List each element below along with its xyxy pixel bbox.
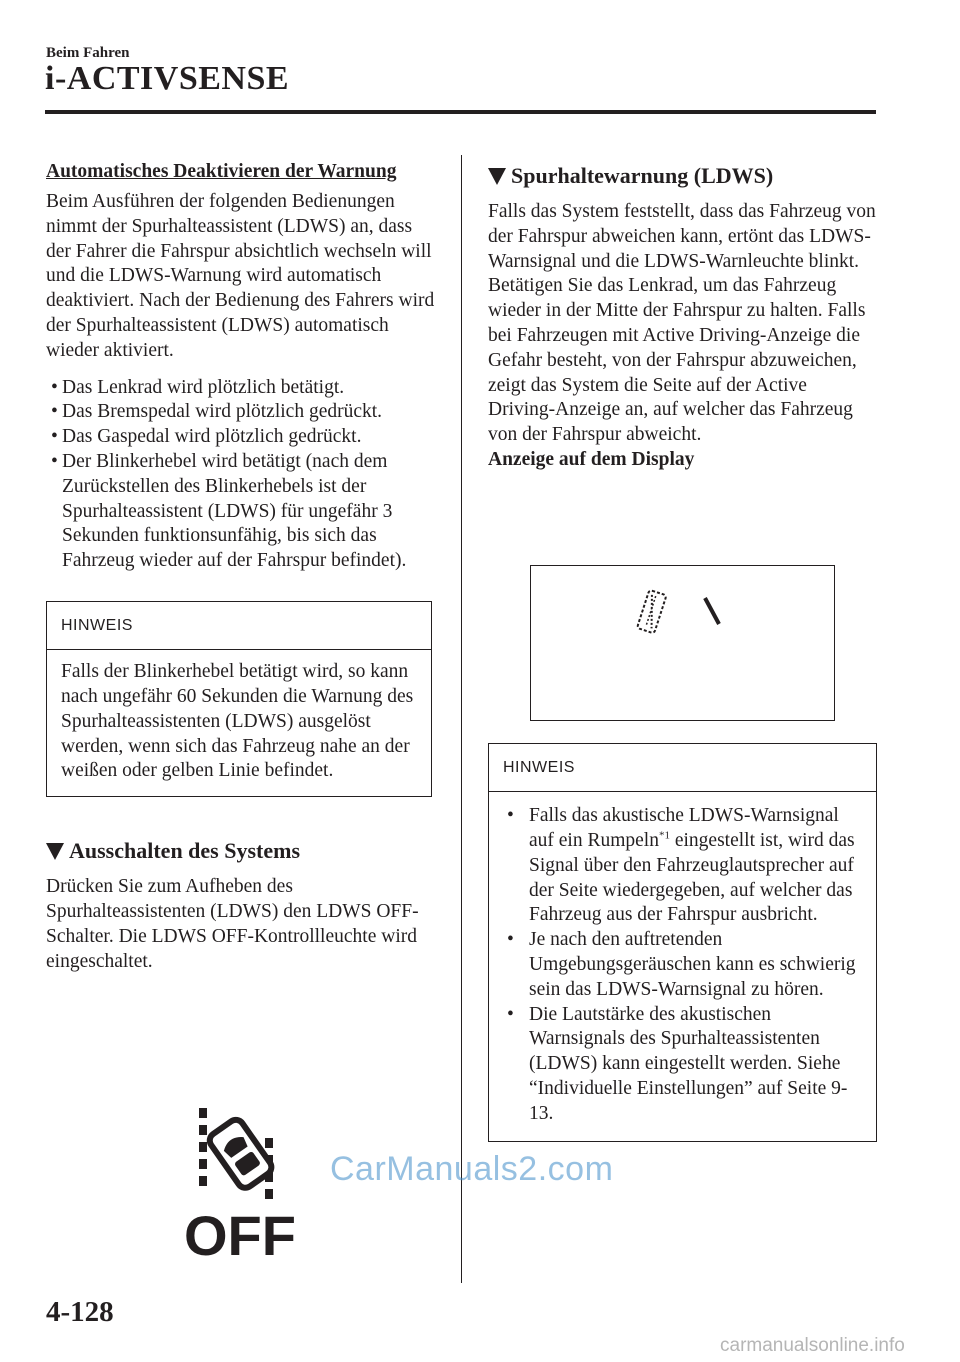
list-item: • Je nach den auftretenden Umgebungsgeräuschen kann es schwierig sein das LDWS-Warnsignal zu hören.: [507, 929, 856, 1000]
section-heading-switch-off: Ausschalten des Systems: [46, 837, 436, 865]
header-rule: [45, 110, 876, 114]
footnote-marker: *1: [658, 829, 670, 842]
page-title: i-ACTIVSENSE: [45, 60, 290, 97]
off-label: OFF: [184, 1204, 296, 1258]
source-watermark: carmanualsonline.info: [720, 1335, 905, 1356]
bullet-icon: •: [51, 426, 58, 448]
display-illustration: [530, 565, 835, 721]
lane-departure-display-icon: [531, 566, 834, 720]
list-item: • Das Lenkrad wird plötzlich betätigt.: [46, 376, 436, 401]
deactivation-list: [46, 376, 436, 574]
note-title: HINWEIS: [503, 759, 575, 776]
lane-warning-paragraph: Falls das System feststellt, dass das Fahrzeug von der Fahrspur abweichen kann, ertönt das LDWS-Warnsignal und die LDWS-Warnleuchte blinkt. Betätigen Sie das Lenkrad, um das Fahrzeug wieder in der Mitte der Fahrspur zu halten. Falls bei Fahrzeugen mit Active Driving-Anzeige die Gefahr besteht, von der Fahrspur abzuweichen, zeigt das System die Seite auf der Active Driving-Anzeige an, auf welcher das Fahrzeug von der Fahrspur abweicht.: [488, 201, 876, 446]
bullet-icon: •: [507, 805, 514, 827]
section-heading-lane-warning: Spurhaltewarnung (LDWS): [488, 162, 878, 190]
note-body: Falls der Blinkerhebel betätigt wird, so kann nach ungefähr 60 Sekunden die Warnung des Spurhalteassistenten (LDWS) ausgelöst werden, wenn sich das Fahrzeug nahe an der weißen oder gelben Linie befindet.: [61, 661, 414, 782]
bullet-icon: •: [507, 1003, 514, 1025]
list-item: • Das Gaspedal wird plötzlich gedrückt.: [46, 425, 436, 450]
bullet-icon: •: [51, 450, 58, 472]
subheading-auto-deactivate: Automatisches Deaktivieren der Warnung: [46, 161, 397, 182]
note-box-right: [488, 743, 877, 1142]
switch-off-paragraph: Drücken Sie zum Aufheben des Spurhalteassistenten (LDWS) den LDWS OFF-Schalter. Die LDWS OFF-Kontrollleuchte wird eingeschaltet.: [46, 876, 419, 972]
bullet-icon: •: [51, 401, 58, 423]
chapter-label: Beim Fahren: [46, 45, 130, 61]
column-divider: [461, 155, 462, 1283]
list-item: • Das Bremspedal wird plötzlich gedrückt.: [46, 400, 436, 425]
triangle-marker-icon: [46, 843, 64, 860]
note-list: [489, 804, 866, 1126]
ldws-off-indicator-icon: [175, 1108, 305, 1258]
list-item: • Der Blinkerhebel wird betätigt (nach dem Zurückstellen des Blinkerhebels ist der Spurhalteassistent (LDWS) für ungefähr 3 Sekunden funktionsunfähig, bis sich das Fahrzeug wieder auf der Fahrspur befindet).: [51, 450, 407, 572]
right-column: [488, 162, 878, 473]
list-item: • Die Lautstärke des akustischen Warnsignals des Spurhalteassistenten (LDWS) kann eingestellt werden. Siehe “Individuelle Einstellungen” auf Seite 9-13.: [507, 1003, 848, 1124]
triangle-marker-icon: [488, 168, 506, 185]
page-number: 4-128: [46, 1296, 114, 1328]
left-column: [46, 160, 436, 974]
note-body: [489, 792, 876, 1140]
display-label: Anzeige auf dem Display: [488, 448, 695, 470]
note-box-left: [46, 601, 432, 797]
bullet-icon: •: [507, 929, 514, 951]
note-title: HINWEIS: [61, 616, 133, 634]
watermark-text: CarManuals2.com: [330, 1150, 614, 1188]
list-item: • Falls das akustische LDWS-Warnsignal auf ein Rumpeln$^{*1}$ eingestellt ist, wird das Signal über den Fahrzeuglautsprecher auf der Seite wiedergegeben, auf welcher das Fahrzeug aus der Fahrspur ausbricht.: [507, 805, 855, 926]
intro-paragraph: Beim Ausführen der folgenden Bedienungen nimmt der Spurhalteassistent (LDWS) an, dass der Fahrer die Fahrspur absichtlich wechseln will und die LDWS-Warnung wird automatisch deaktiviert. Nach der Bedienung des Fahrers wird der Spurhalteassistent (LDWS) automatisch wieder aktiviert.: [46, 191, 435, 361]
bullet-icon: •: [51, 376, 58, 398]
